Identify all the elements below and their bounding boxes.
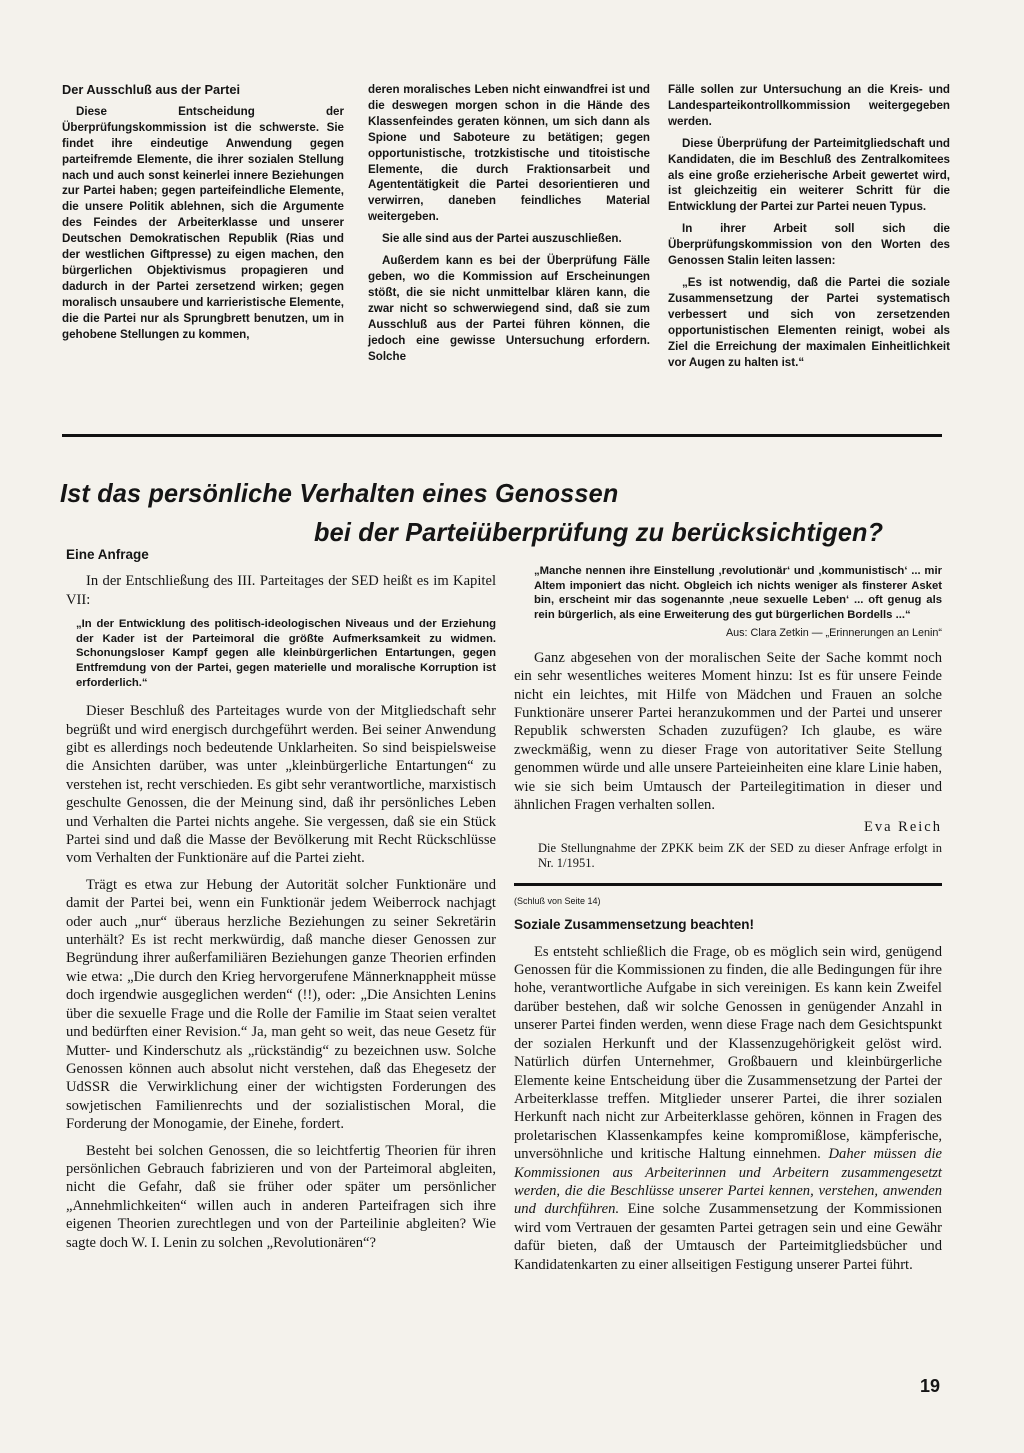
top-column-1 [62, 82, 344, 349]
headline-line-2: bei der Parteiüberprüfung zu berücksichtigen? [314, 517, 884, 547]
paragraph: Besteht bei solchen Genossen, die so leichtfertig Theorien für ihren persönlichen Gebrauch fabrizieren und von der Parteimoral abgleiten, nicht die Gefahr, daß sie früher oder später um persönlicher „Annehmlichkeiten“ willen auch in anderen Parteifragen sich ihre eigenen Theorien zurechtlegen und von der Parteilinie abgleiten? Wie sagte doch W. I. Lenin zu solchen „Revolutionären“? [66, 1142, 496, 1251]
intro-paragraph: In der Entschließung des III. Parteitages der SED heißt es im Kapitel VII: [66, 573, 496, 608]
section-heading: Der Ausschluß aus der Partei [62, 82, 241, 97]
paragraph: deren moralisches Leben nicht einwandfrei ist und die deswegen morgen schon in die Hände des Klassenfeindes geraten können, um sich dann als Spione und Saboteure zu betätigen; gegen opportunistische, trotzkistische und titoistische Elemente, die durch Fraktionsarbeit und Agententätigkeit die Partei desorientieren und verwirren, daneben feindliches Material weitergeben. [368, 83, 650, 224]
headline-line-1: Ist das persönliche Verhalten eines Genossen [60, 478, 619, 508]
emphasized-text: Daher müssen die Kommissionen aus Arbeiterinnen und Arbeitern zusammengesetzt werden, die die Beschlüsse unserer Partei kennen, verstehen, anwenden und durchführen. [514, 1146, 942, 1218]
top-column-2 [368, 82, 650, 370]
body-text: Es entsteht schließlich die Frage, ob es möglich sein wird, genügend Genossen für die Kommissionen zu finden, die alle Bedingungen für ihre hohe, verantwortliche Aufgabe in sich vereinigen. Es kann kein Zweifel darüber bestehen, daß wir solche Genossen in genügender Anzahl in unserer Partei finden werden, wenn diese Frage nach dem Gesichtspunkt der sozialen Herkunft und der Klassenzugehörigkeit gelöst wird. Natürlich dürfen Unternehmer, Großbauern und kleinbürgerliche Elemente keine Entscheidung über die Zusammensetzung der Partei der Arbeiterklasse treffen. Mitglieder unserer Partei, die ihrer sozialen Herkunft nach nicht zur Arbeiterklasse gehören, können in Fragen des proletarischen Klassenkampfes keine kompromißlose, kämpferische, unversöhnliche und kritische Haltung einnehmen. [514, 943, 942, 1163]
author-name: Eva Reich [864, 819, 942, 836]
right-column [514, 564, 942, 1282]
editor-note: Die Stellungnahme der ZPKK beim ZK der SED zu dieser Anfrage erfolgt in Nr. 1/1951. [538, 840, 942, 870]
paragraph: Diese Überprüfung der Parteimitgliedschaft und Kandidaten, die im Beschluß des Zentralkomitees als eine große erzieherische Arbeit gewertet wird, ist gleichzeitig ein weiterer Schritt für die Entwicklung der Partei zur Partei neuen Typus. [668, 136, 950, 214]
continued-note: (Schluß von Seite 14) [514, 895, 601, 906]
paragraph: Trägt es etwa zur Hebung der Autorität solcher Funktionäre und damit der Partei bei, wenn ein Funktionär jedem Weiberrock nachjagt oder auch „nur“ überaus herzliche Beziehungen zu seiner Sekretärin unterhält? Es ist recht merkwürdig, daß manche dieser Genossen zur Begründung ihrer außerfamiliären Beziehungen ganze Theorien erfinden wie etwa: „Die durch den Krieg hervorgerufene Männerknappheit müsse doch irgendwie ausgeglichen werden“ (!!), oder: „Die Ansichten Lenins über die sexuelle Frage und die Rolle der Familie im Staat seien veraltet und bedürften einer Revision.“ Ja, man geht so weit, das neue Gesetz für Mutter- und Kinderschutz als „rückständig“ zu bezeichnen usw. Solche Genossen können auch absolut nicht verstehen, daß das Ehegesetz der UdSSR die Verwirklichung einer der wichtigsten Forderungen des sowjetischen Familienrechts und der sozialistischen Moral, die Forderung der Monogamie, der Einehe, fordert. [66, 876, 496, 1133]
zetkin-quote: „Manche nennen ihre Einstellung ‚revolutionär‘ und ‚kommunistisch‘ ... mir Altem imponiert das nicht. Obgleich ich nichts weniger als finsterer Asket bin, erscheint mir das sogenannte ‚neue sexuelle Leben‘ ... oft genug als rein bürgerlich, als eine Erweiterung des gut bürgerlichen Bordells ...“ [534, 565, 942, 621]
paragraph: Dieser Beschluß des Parteitages wurde von der Mitgliedschaft sehr begrüßt und wird energisch durchgeführt werden. Bei seiner Anwendung gibt es allerdings noch bedeutende Unklarheiten. So sind beispielsweise die Ansichten darüber, was unter „kleinbürgerliche Entartungen“ zu verstehen ist, recht verschieden. Es gibt sehr verantwortliche, marxistisch geschulte Genossen, die der Meinung sind, daß ihr persönliches Leben und Verhalten die Partei nichts angehe. Sie vergessen, daß sie ein Stück Partei sind und daß die Masse der Bevölkerung mit Recht Rückschlüsse vom Verhalten der Funktionäre auf die Partei zieht. [66, 703, 496, 867]
subheading: Eine Anfrage [66, 547, 149, 562]
divider [514, 883, 942, 886]
page-number: 19 [919, 1376, 940, 1396]
top-column-3 [668, 82, 950, 376]
paragraph: In ihrer Arbeit soll sich die Überprüfungskommission von den Worten des Genossen Stalin leiten lassen: [668, 222, 950, 268]
paragraph: Fälle sollen zur Untersuchung an die Kreis- und Landesparteikontrollkommission weitergegeben werden. [668, 83, 950, 128]
paragraph: Ganz abgesehen von der moralischen Seite der Sache kommt noch ein sehr wesentliches weiteres Moment hinzu: Ist es für unsere Feinde nicht ein leichtes, mit Hilfe von Mädchen und Frauen an solche Funktionäre unserer Partei heranzukommen und der Partei und unserer Republik schwersten Schaden zuzufügen? Ich glaube, es wäre zweckmäßig, wenn zu dieser Frage von autoritativer Seite Stellung genommen würde und alle unsere Parteieinheiten eine klare Linie haben, wie sie sich beim Umtausch der Parteilegitimation in dieser und ähnlichen Fragen verhalten sollen. [514, 649, 942, 814]
paragraph: „Es ist notwendig, daß die Partei die soziale Zusammensetzung der Partei systematisch verbessert und sich von zersetzenden opportunistischen Elementen reinigt, wobei als Ziel die Erreichung der maximalen Einheitlichkeit vor Augen zu halten ist.“ [668, 275, 950, 369]
quote-source: Aus: Clara Zetkin — „Erinnerungen an Lenin“ [725, 627, 942, 640]
left-column [66, 546, 496, 1260]
paragraph: Diese Entscheidung der Überprüfungskommission ist die schwerste. Sie findet ihre eindeutige Anwendung gegen parteifremde Elemente, die ihrer sozialen Stellung nach und auch sonst keinerlei innere Beziehungen zur Partei haben; gegen parteifeindliche Elemente, die unsere Politik ablehnen, sich die Argumente des Feindes der Arbeiterklasse und unserer Deutschen Demokratischen Republik (Rias und der westlichen Giftpresse) zu eigen machen, den bürgerlichen Objektivismus propagieren und dadurch in der Partei zersetzend wirken; gegen moralisch unsaubere und karrieristische Elemente, die die Partei nur als Sprungbrett benutzen, um in gehobene Stellungen zu kommen, [62, 104, 344, 341]
paragraph [514, 943, 942, 1274]
resolution-quote: „In der Entwicklung des politisch-ideologischen Niveaus und der Erziehung der Kader ist der Parteimoral die größte Aufmerksamkeit zu widmen. Schonungsloser Kampf gegen alle kleinbürgerlichen Entartungen, gegen Entfremdung von der Partei, gegen materielle und moralische Korruption ist erforderlich.“ [76, 618, 496, 689]
section-divider [62, 434, 942, 437]
paragraph: Sie alle sind aus der Partei auszuschließen. [382, 232, 622, 246]
body-text: Eine solche Zusammensetzung der Kommissionen wird vom Vertrauen der gesamten Partei getragen sein und eine Gewähr dafür bieten, daß der Umtausch der Parteimitgliedsbücher und Kandidatenkarten zu einer allseitigen Festigung unserer Partei führt. [514, 1201, 942, 1273]
subheading: Soziale Zusammensetzung beachten! [514, 917, 755, 933]
paragraph: Außerdem kann es bei der Überprüfung Fälle geben, wo die Kommission auf Erscheinungen stößt, die sie nicht unmittelbar klären kann, die zwar nicht so schwerwiegend sind, daß sie zum Ausschluß aus der Partei führen können, die jedoch eine gewisse Untersuchung erfordern. Solche [368, 254, 650, 363]
